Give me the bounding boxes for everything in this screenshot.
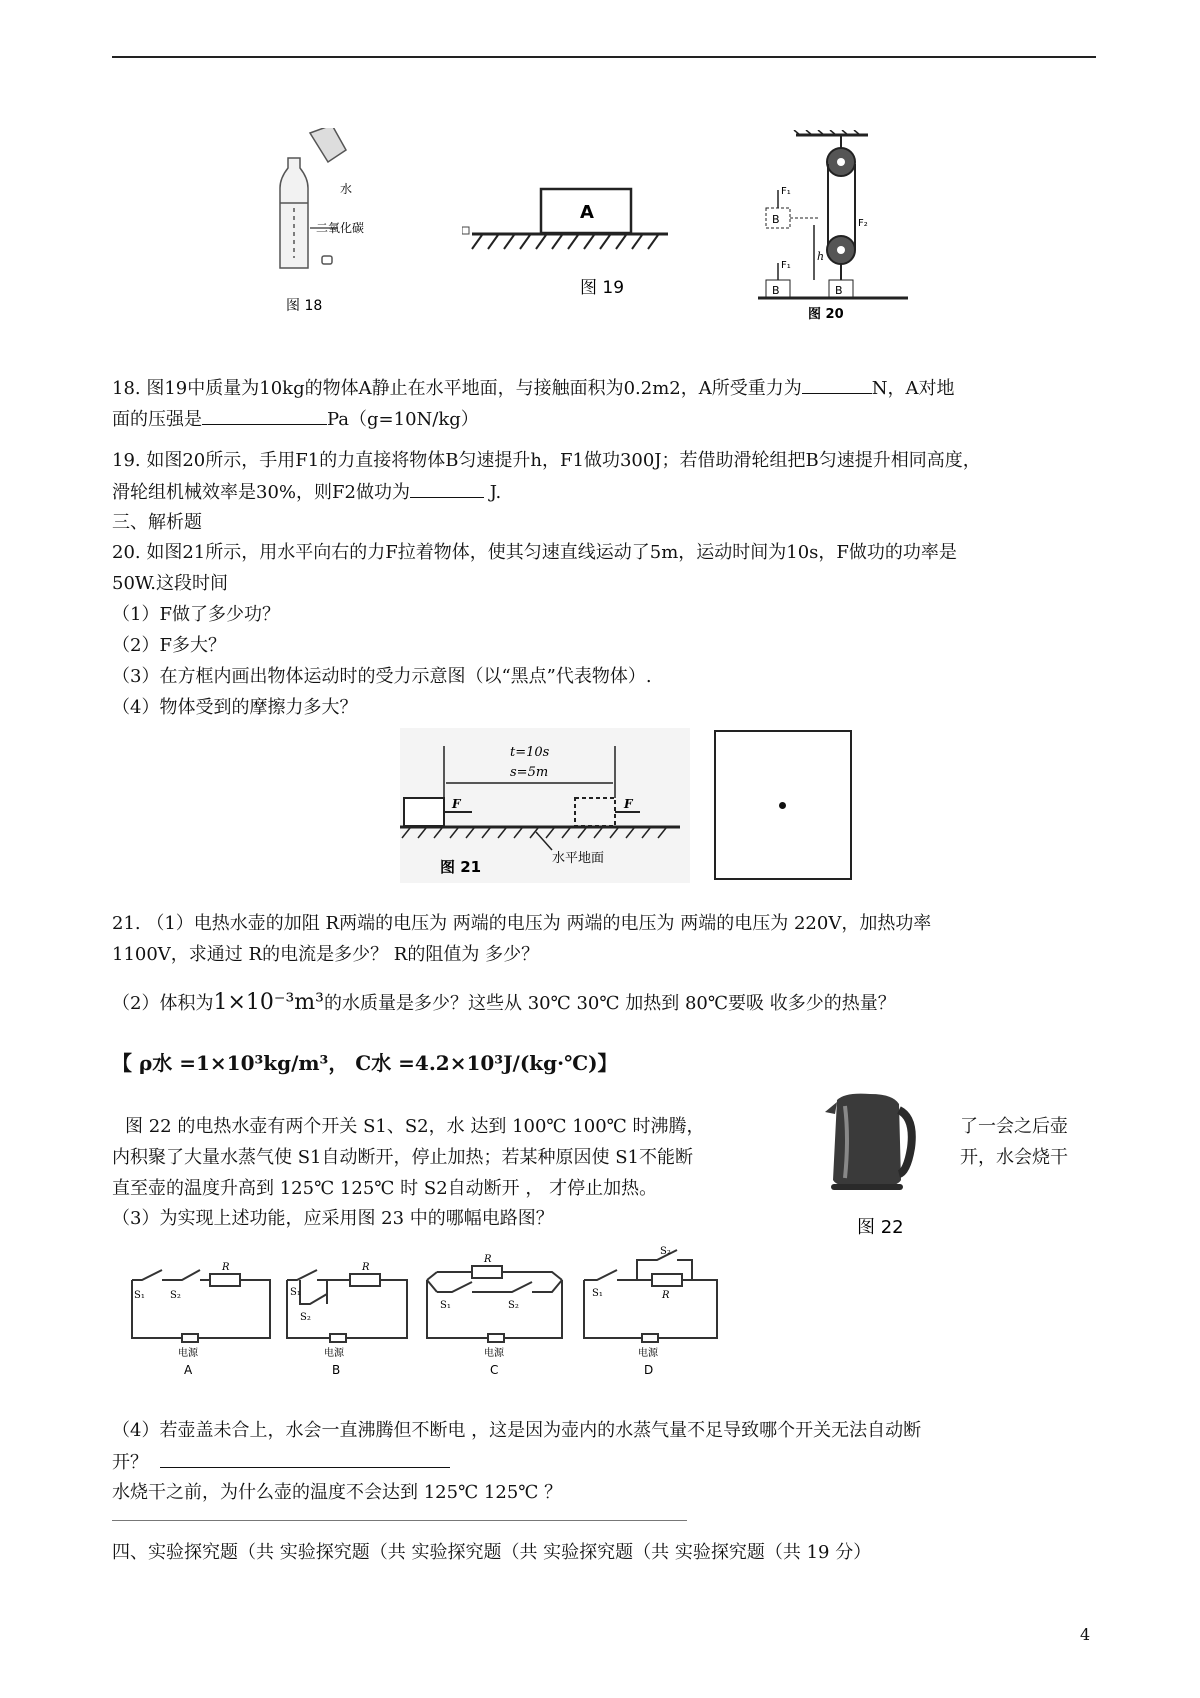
fig18-caption: 图 18 — [286, 298, 323, 314]
q19-text-b: J. — [489, 482, 502, 503]
fig20-f1-bottom: F₁ — [781, 260, 791, 271]
circuit-b-s2: S₂ — [300, 1312, 311, 1323]
fig18-water-label: 水 — [340, 182, 353, 196]
figure-19 — [462, 175, 682, 305]
fig21-ground-label: 水平地面 — [552, 851, 605, 866]
circuit-a — [132, 1270, 270, 1342]
q18-text-b: N，A对地 — [871, 378, 955, 399]
fig20-b-right: B — [835, 284, 843, 297]
q21-line2: 1100V，求通过 R的电流是多少？ R的阻值为 多少？ — [112, 944, 540, 965]
circuit-d-power: 电源 — [638, 1348, 658, 1359]
circuit-b — [287, 1270, 407, 1342]
page-number: 4 — [1080, 1625, 1091, 1644]
q21-sub4-line2 — [112, 1449, 450, 1476]
section3-heading: 三、解析题 — [112, 512, 202, 533]
q21-line1: 21. （1）电热水壶的加阻 R两端的电压为 两端的电压为 两端的电压为 两端的电压为 220V，加热功率 — [112, 913, 932, 934]
q18-line1 — [112, 375, 954, 402]
q21-para2-b: 开，水会烧干 — [960, 1147, 1068, 1168]
q21-para2-a: 内积聚了大量水蒸气使 S1自动断开，停止加热；若某种原因使 S1不能断 — [112, 1147, 694, 1168]
fig19-caption: 图 19 — [580, 278, 625, 298]
q21-sub2-formula: 1×10⁻³m³ — [213, 990, 324, 1015]
circuit-d — [584, 1250, 717, 1342]
q21-para3: 直至壶的温度升高到 125℃ 125℃ 时 S2自动断开 ， 才停止加热。 — [112, 1178, 658, 1199]
fig20-f1-top: F₁ — [781, 186, 791, 197]
q21-sub2-text-a: （2）体积为 — [112, 993, 214, 1014]
fig20-caption: 图 20 — [808, 307, 844, 322]
q21-sub2-text-b: 的水质量是多少？这些从 30℃ 30℃ 加热到 80℃要吸 收多少的热量？ — [324, 993, 896, 1014]
fig21-distance-label: s=5m — [510, 765, 549, 780]
q20-sub4: （4）物体受到的摩擦力多大？ — [112, 697, 358, 718]
fig21-force-left: F — [452, 797, 461, 811]
q18-blank-pressure[interactable] — [202, 406, 327, 425]
q18-text-c: 面的压强是 — [112, 409, 202, 430]
circuit-c-s2: S₂ — [508, 1300, 519, 1311]
q20-line2: 50W.这段时间 — [112, 573, 228, 594]
object-dot — [779, 802, 786, 809]
fig19-block-label: A — [580, 202, 594, 223]
q21-sub3: （3）为实现上述功能，应采用图 23 中的哪幅电路图？ — [112, 1208, 554, 1229]
q20-sub2: （2）F多大？ — [112, 635, 226, 656]
circuit-c-power: 电源 — [484, 1348, 504, 1359]
circuit-a-r: R — [222, 1262, 230, 1273]
circuit-d-s2: S₂ — [660, 1246, 671, 1257]
q18-line2 — [112, 406, 479, 433]
q18-text-a: 18. 图19中质量为10kg的物体A静止在水平地面，与接触面积为0.2m2，A所受重力为 — [112, 378, 802, 399]
q21-para1-a: 图 22 的电热水壶有两个开关 S1、S2，水 达到 100℃ 100℃ 时沸腾， — [125, 1116, 705, 1137]
figure-20 — [758, 130, 908, 352]
q19-text-a: 滑轮组机械效率是30%，则F2做功为 — [112, 482, 410, 503]
q21-blank-switch[interactable] — [160, 1449, 450, 1468]
circuit-d-r: R — [662, 1290, 670, 1301]
fig20-h-label: h — [817, 250, 825, 263]
figure-22 — [815, 1088, 925, 1248]
section4-heading: 四、实验探究题（共 实验探究题（共 实验探究题（共 实验探究题（共 实验探究题（共 19 分） — [112, 1542, 872, 1563]
q20-sub3: （3）在方框内画出物体运动时的受力示意图（以“黑点”代表物体）. — [112, 666, 652, 687]
circuit-c-s1: S₁ — [440, 1300, 451, 1311]
figure-23 — [122, 1240, 782, 1380]
q19-line1: 19. 如图20所示，手用F1的力直接将物体B匀速提升h，F1做功300J；若借助滑轮组把B匀速提升相同高度， — [112, 450, 981, 471]
q20-line1: 20. 如图21所示，用水平向右的力F拉着物体，使其匀速直线运动了5m，运动时间为10s，F做功的功率是 — [112, 542, 957, 563]
figure-18 — [270, 128, 390, 328]
circuit-d-s1: S₁ — [592, 1288, 603, 1299]
circuit-b-power: 电源 — [324, 1348, 344, 1359]
q21-answer-line[interactable] — [112, 1520, 687, 1521]
fig20-f2-label: F₂ — [858, 218, 868, 229]
circuit-c-r: R — [484, 1254, 492, 1265]
q19-line2 — [112, 479, 501, 506]
q18-blank-gravity[interactable] — [802, 375, 872, 394]
q18-text-d: Pa（g=10N/kg） — [327, 409, 479, 430]
q21-sub4-line1: （4）若壶盖未合上，水会一直沸腾但不断电 ，这是因为壶内的水蒸气量不足导致哪个开关无法自动断 — [112, 1420, 922, 1441]
q21-constants: 【 ρ水 =1×10³kg/m³， C水 =4.2×10³J/(kg·℃)】 — [112, 1051, 618, 1075]
circuit-a-s1: S₁ — [134, 1290, 145, 1301]
q19-blank-work[interactable] — [410, 479, 484, 498]
circuit-b-letter: B — [332, 1363, 341, 1377]
figure-21 — [400, 728, 690, 883]
circuit-a-letter: A — [184, 1363, 193, 1377]
fig21-force-right: F — [624, 797, 633, 811]
circuit-a-power: 电源 — [178, 1348, 198, 1359]
circuit-c-letter: C — [490, 1363, 499, 1377]
force-diagram-box[interactable] — [714, 730, 852, 880]
fig20-b-left: B — [772, 284, 780, 297]
circuit-d-letter: D — [644, 1363, 654, 1377]
q20-sub1: （1）F做了多少功？ — [112, 604, 280, 625]
q21-sub4-line3: 水烧干之前，为什么壶的温度不会达到 125℃ 125℃ ？ — [112, 1482, 563, 1503]
circuit-a-s2: S₂ — [170, 1290, 181, 1301]
circuit-b-s1: S₁ — [290, 1287, 301, 1298]
fig22-caption: 图 22 — [857, 1217, 904, 1238]
q21-para1-b: 了一会之后壶 — [960, 1116, 1068, 1137]
q21-sub4-text: 开？ — [112, 1452, 148, 1473]
fig20-b-top: B — [772, 213, 780, 226]
q21-sub2 — [112, 990, 896, 1017]
fig21-caption: 图 21 — [440, 858, 482, 876]
fig18-co2-label: 二氧化碳 — [316, 221, 365, 235]
header-rule — [112, 56, 1096, 58]
circuit-b-r: R — [362, 1262, 370, 1273]
fig21-time-label: t=10s — [510, 745, 550, 760]
